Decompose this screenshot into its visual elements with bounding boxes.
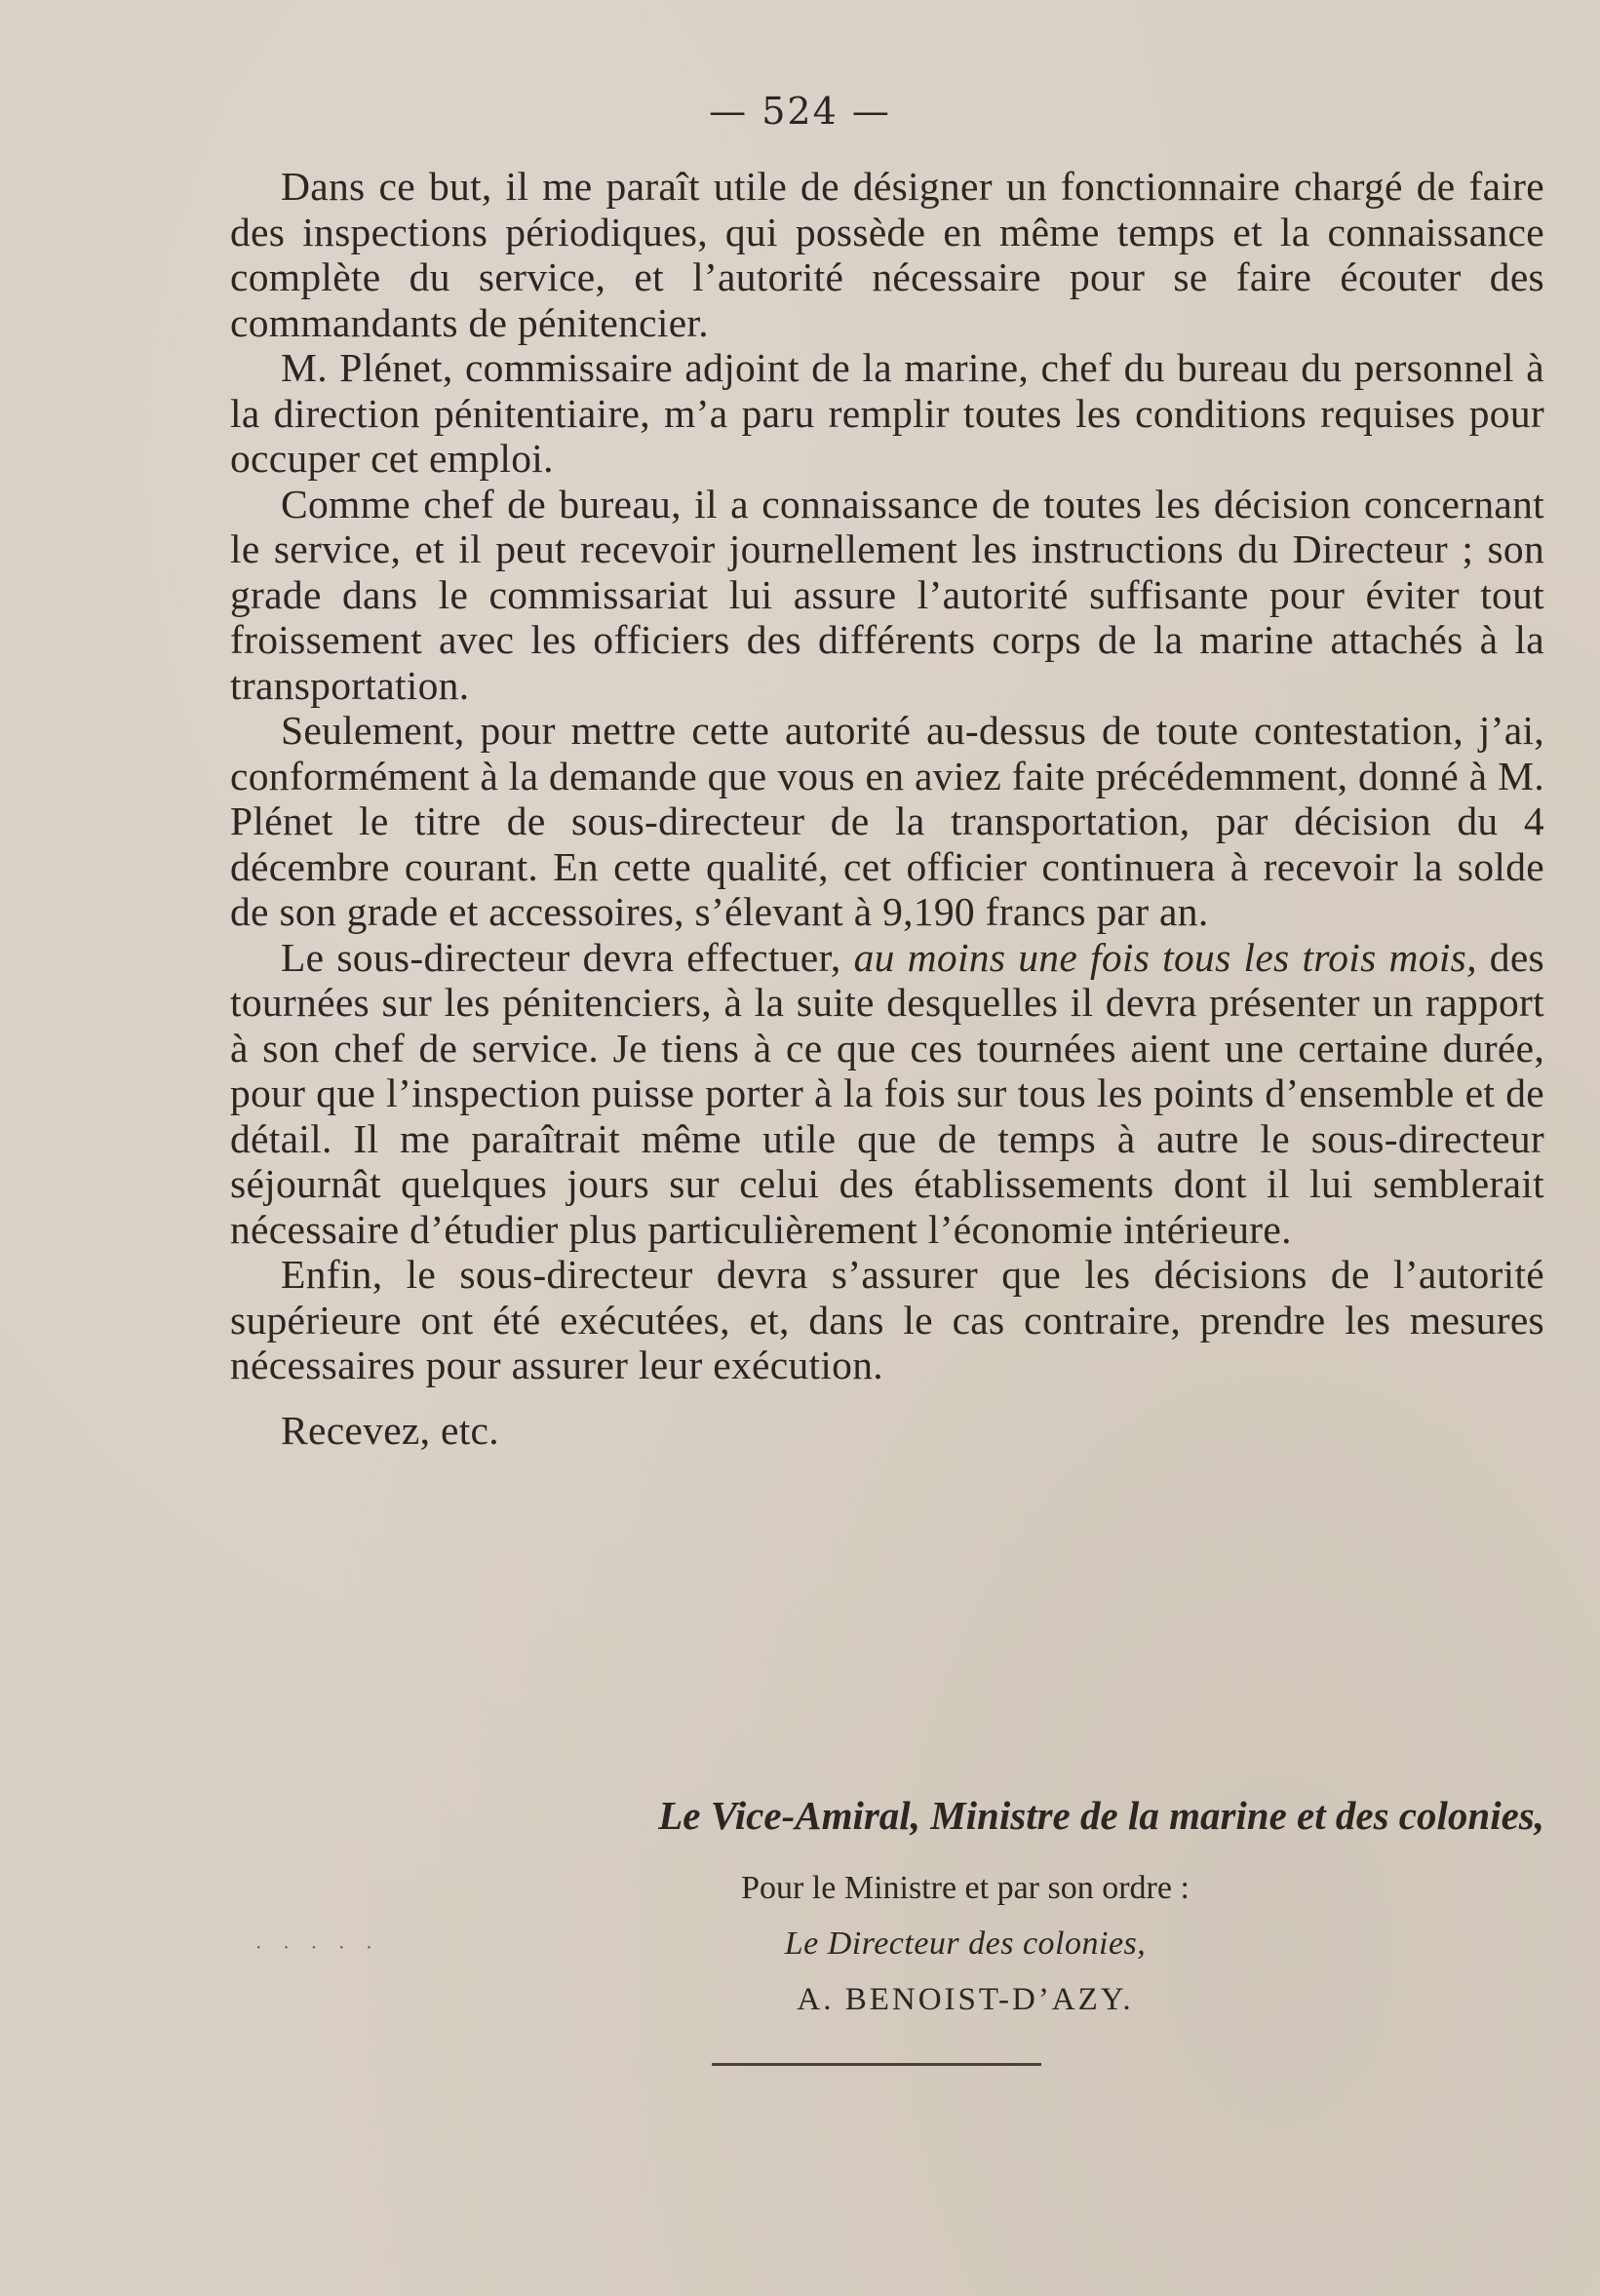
closing-rule bbox=[712, 2063, 1041, 2066]
paragraph-5-emphasis: au moins une fois tous les trois mois, bbox=[853, 934, 1477, 980]
paragraph-1: Dans ce but, il me paraît utile de désigner un fonctionnaire chargé de faire des inspections périodiques, qui possède en même temps et la connaissance complète du service, et l’autorité nécessaire pour se faire écouter des commandants de pénitencier. bbox=[230, 164, 1544, 345]
paragraph-5-start: Le sous-directeur devra effectuer, bbox=[281, 934, 854, 980]
paragraph-5 bbox=[230, 935, 1544, 1253]
dotted-marks: ····· bbox=[255, 1935, 394, 1959]
closing-salutation: Recevez, etc. bbox=[281, 1407, 499, 1453]
paragraph-3: Comme chef de bureau, il a connaissance de toutes les décision concernant le service, et il peut recevoir journellement les instructions du Directeur ; son grade dans le commissariat lui assure l’autorité suffisante pour éviter tout froissement avec les officiers des différents corps de la marine attachés à la transportation. bbox=[230, 481, 1544, 708]
body-text bbox=[230, 164, 1544, 1453]
signature-name: A. BENOIST-D’AZY. bbox=[797, 1982, 1134, 2017]
paragraph-2: M. Plénet, commissaire adjoint de la marine, chef du bureau du personnel à la direction pénitentiaire, m’a paru remplir toutes les conditions requises pour occuper cet emploi. bbox=[230, 345, 1544, 481]
paragraph-4: Seulement, pour mettre cette autorité au-dessus de toute contestation, j’ai, conformément à la demande que vous en aviez faite précédemment, donné à M. Plénet le titre de sous-directeur de la transportation, par décision du 4 décembre courant. En cette qualité, cet officier continuera à recevoir la solde de son grade et accessoires, s’élevant à 9,190 francs par an. bbox=[230, 708, 1544, 934]
signature-minister: Le Vice-Amiral, Ministre de la marine et des colonies, bbox=[658, 1793, 1544, 1838]
paragraph-5-end: des tournées sur les pénitenciers, à la suite desquelles il devra présenter un rapport à son chef de service. Je tiens à ce que ces tournées aient une certaine durée, pour que l’inspection puisse porter à la fois sur tous les points d’ensemble et de détail. Il me paraîtrait même utile que de temps à autre le sous-directeur séjournât quelques jours sur celui des établissements dont il lui semblerait nécessaire d’étudier plus particulièrement l’économie intérieure. bbox=[230, 934, 1544, 1252]
page-number: — 524 — bbox=[709, 90, 891, 133]
signature-director-title: Le Directeur des colonies, bbox=[784, 1926, 1147, 1962]
paragraph-6: Enfin, le sous-directeur devra s’assurer que les décisions de l’autorité supérieure ont été exécutées, et, dans le cas contraire, prendre les mesures nécessaires pour assurer leur exécution. bbox=[230, 1252, 1544, 1387]
signature-order: Pour le Ministre et par son ordre : bbox=[741, 1870, 1190, 1906]
